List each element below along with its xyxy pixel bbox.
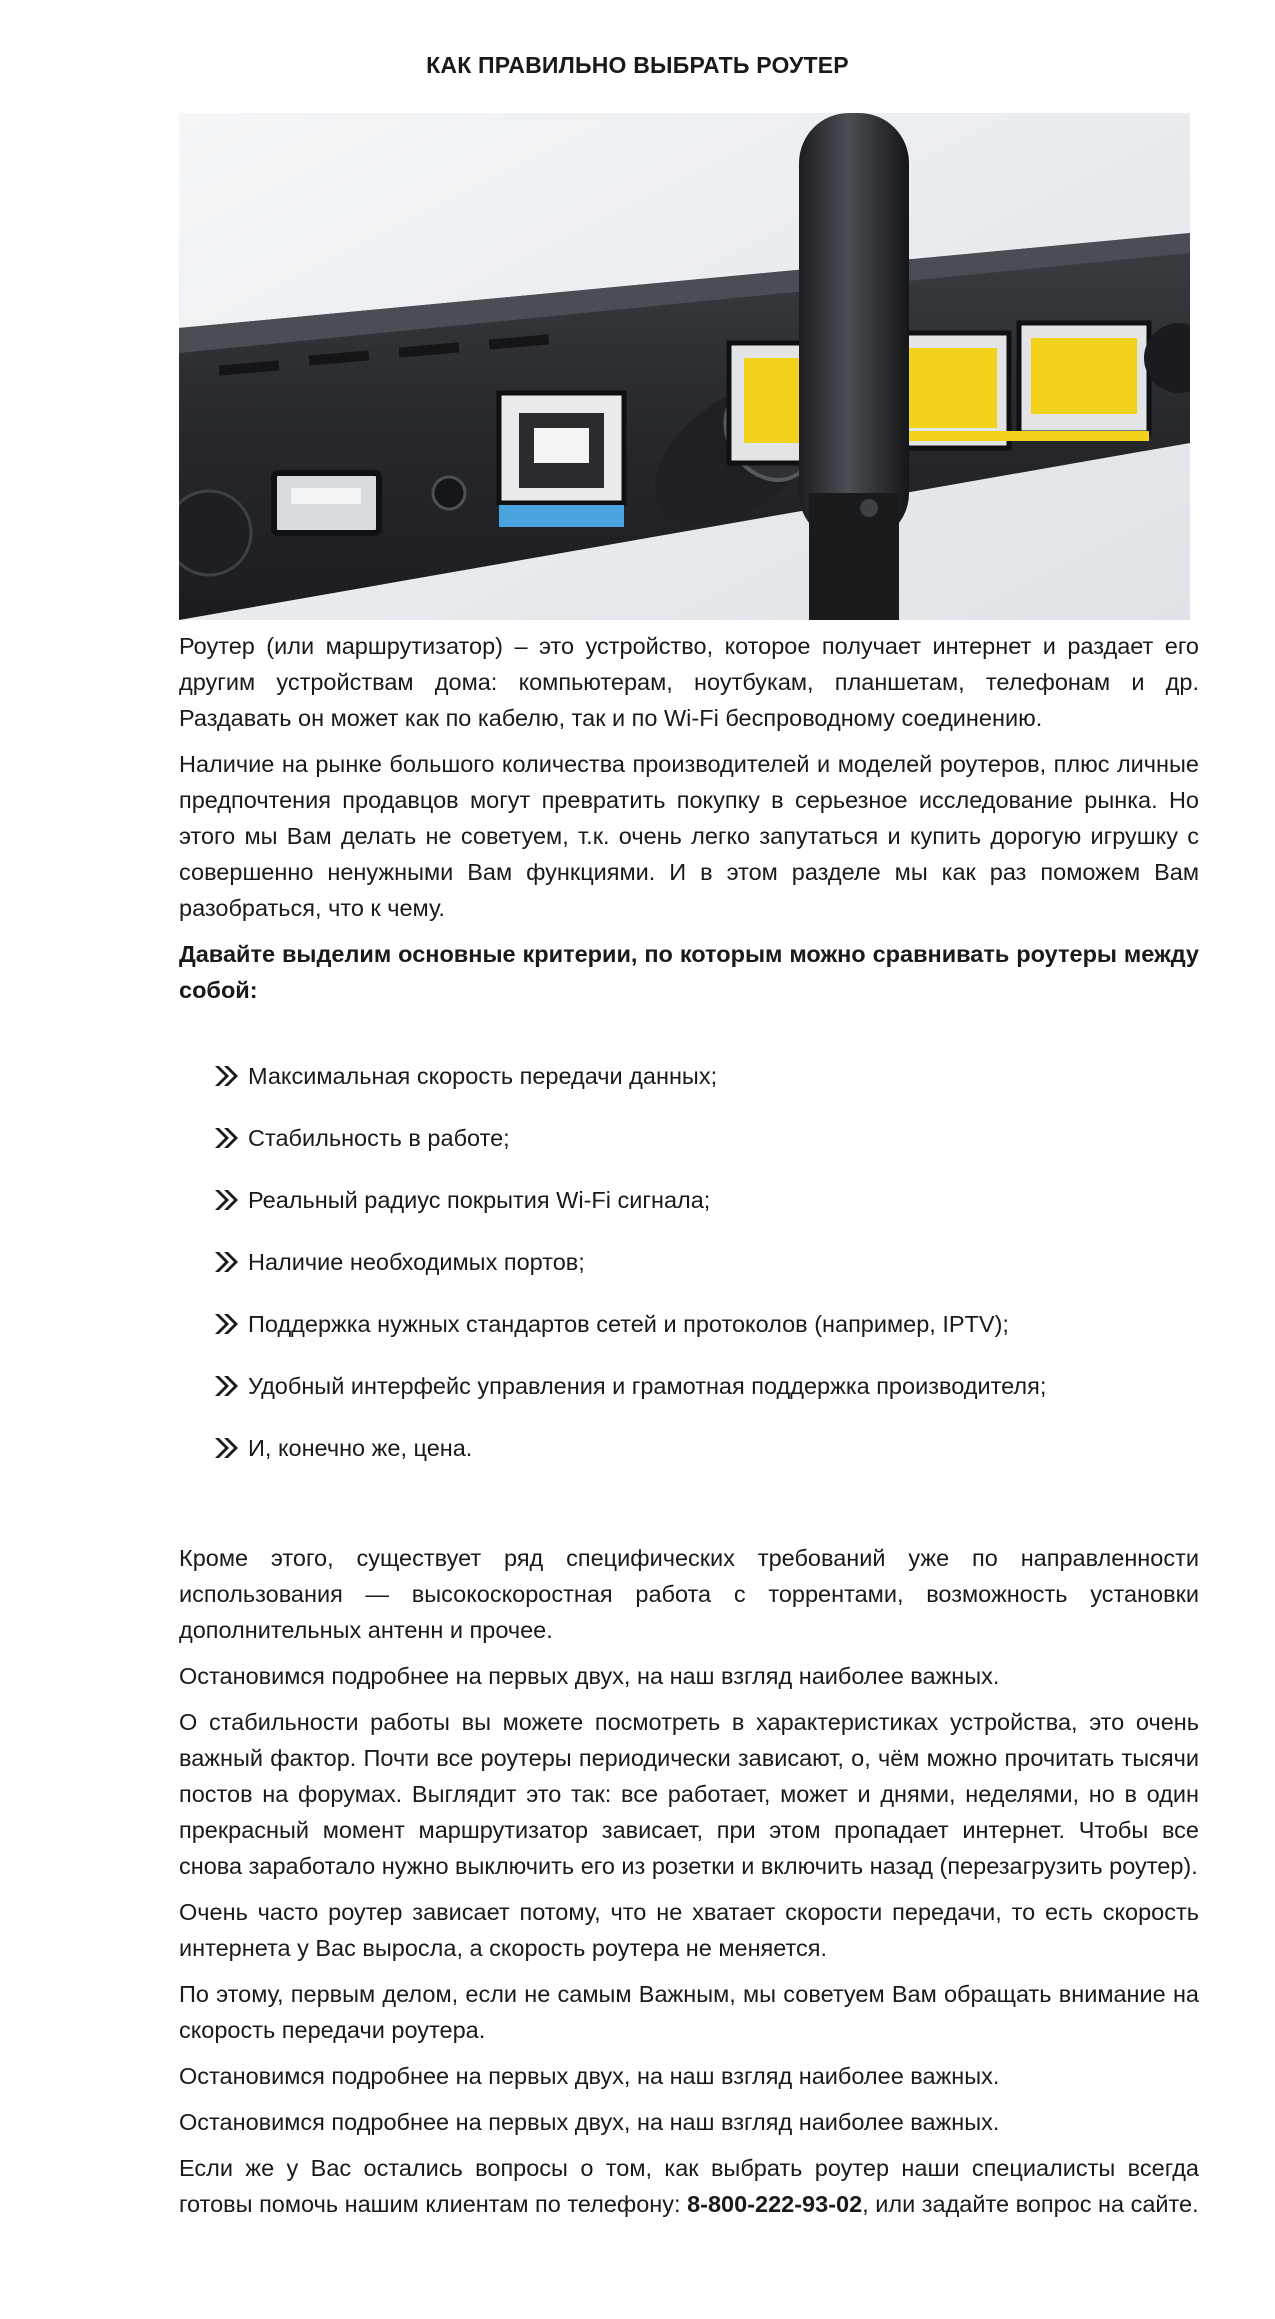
body-paragraph-3: О стабильности работы вы можете посмотреть в характеристиках устройства, это очень важный фактор. Почти все роутеры периодически зависают, о, чём можно прочитать тысячи постов на форумах. Выглядит это так: все работает, может и днями, неделями, но в один прекрасный момент маршрутизатор зависает, при этом пропадает интернет. Чтобы все снова заработало нужно выключить его из розетки и включить назад (перезагрузить роутер). (179, 1709, 1199, 1879)
criteria-item-text: Реальный радиус покрытия Wi-Fi сигнала; (248, 1187, 711, 1213)
body-paragraph-5: По этому, первым делом, если не самым Важным, мы советуем Вам обращать внимание на скорость передачи роутера. (179, 1981, 1199, 2043)
list-item (214, 1430, 1214, 1492)
body-paragraph-7: Остановимся подробнее на первых двух, на наш взгляд наиболее важных. (179, 2109, 1000, 2135)
criteria-item-text: Поддержка нужных стандартов сетей и протоколов (например, IPTV); (248, 1311, 1009, 1337)
body-paragraph-1: Кроме этого, существует ряд специфических требований уже по направленности использования — высокоскоростная работа с торрентами, возможность установки дополнительных антенн и прочее. (179, 1545, 1199, 1643)
criteria-item-text: Наличие необходимых портов; (248, 1249, 585, 1275)
double-chevron-right-icon (214, 1058, 248, 1094)
criteria-list (214, 1058, 1214, 1492)
criteria-lead: Давайте выделим основные критерии, по которым можно сравнивать роутеры между собой: (179, 941, 1199, 1003)
criteria-item-text: И, конечно же, цена. (248, 1435, 473, 1461)
page-title: КАК ПРАВИЛЬНО ВЫБРАТЬ РОУТЕР (426, 52, 849, 78)
list-item (214, 1058, 1214, 1120)
criteria-item-text: Стабильность в работе; (248, 1125, 510, 1151)
closing-paragraph (179, 2150, 1199, 2222)
list-item (214, 1244, 1214, 1306)
double-chevron-right-icon (214, 1306, 248, 1342)
double-chevron-right-icon (214, 1182, 248, 1218)
list-item (214, 1120, 1214, 1182)
body-paragraph-6: Остановимся подробнее на первых двух, на наш взгляд наиболее важных. (179, 2063, 1000, 2089)
double-chevron-right-icon (214, 1120, 248, 1156)
intro-paragraph-2: Наличие на рынке большого количества производителей и моделей роутеров, плюс личные предпочтения продавцов могут превратить покупку в серьезное исследование рынка. Но этого мы Вам делать не советуем, т.к. очень легко запутаться и купить дорогую игрушку с совершенно ненужными Вам функциями. И в этом разделе мы как раз поможем Вам разобраться, что к чему. (179, 751, 1199, 921)
phone-number: 8-800-222-93-02 (687, 2191, 863, 2217)
list-item (214, 1182, 1214, 1244)
closing-text-before: Если же у Вас остались вопросы о том, как выбрать роутер наши специалисты всегда готовы помочь нашим клиентам по телефону: (179, 2155, 1199, 2217)
list-item (214, 1306, 1214, 1368)
closing-text-after: , или задайте вопрос на сайте. (862, 2191, 1199, 2217)
body-paragraph-2: Остановимся подробнее на первых двух, на наш взгляд наиболее важных. (179, 1663, 1000, 1689)
router-photo (179, 113, 1190, 620)
list-item (214, 1368, 1214, 1430)
intro-text (179, 628, 1199, 1018)
criteria-item-text: Удобный интерфейс управления и грамотная поддержка производителя; (248, 1373, 1047, 1399)
router-illustration (179, 113, 1190, 620)
double-chevron-right-icon (214, 1430, 248, 1466)
criteria-item-text: Максимальная скорость передачи данных; (248, 1063, 718, 1089)
body-paragraph-4: Очень часто роутер зависает потому, что не хватает скорости передачи, то есть скорость интернета у Вас выросла, а скорость роутера не меняется. (179, 1899, 1199, 1961)
body-text (179, 1540, 1199, 2232)
double-chevron-right-icon (214, 1368, 248, 1404)
double-chevron-right-icon (214, 1244, 248, 1280)
intro-paragraph-1: Роутер (или маршрутизатор) – это устройство, которое получает интернет и раздает его другим устройствам дома: компьютерам, ноутбукам, планшетам, телефонам и др. Раздавать он может как по кабелю, так и по Wi-Fi беспроводному соединению. (179, 633, 1199, 731)
